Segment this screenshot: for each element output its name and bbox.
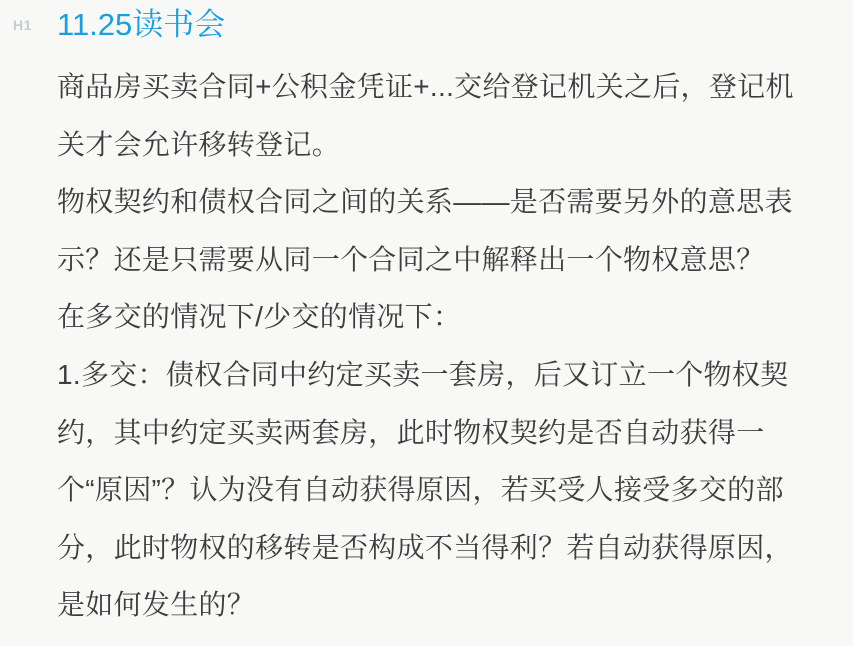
heading-level-badge: H1 <box>13 17 32 33</box>
paragraph-3[interactable]: 在多交的情况下/少交的情况下： <box>57 301 462 333</box>
document-title[interactable]: 11.25读书会 <box>57 7 226 42</box>
paragraph-2[interactable]: 物权契约和债权合同之间的关系——是否需要另外的意思表示？还是只需要从同一个合同之中解释出一个物权意思？ <box>57 186 793 275</box>
paragraph-1[interactable]: 商品房买卖合同+公积金凭证+...交给登记机关之后，登记机关才会允许移转登记。 <box>57 71 794 160</box>
heading-row <box>13 6 799 43</box>
paragraph-4[interactable]: 1.多交：债权合同中约定买卖一套房，后又订立一个物权契约，其中约定买卖两套房，此时物权契约是否自动获得一个“原因”？认为没有自动获得原因，若买受人接受多交的部分，此时物权的移转是否构成不当得利？若自动获得原因，是如何发生的？ <box>57 358 793 621</box>
